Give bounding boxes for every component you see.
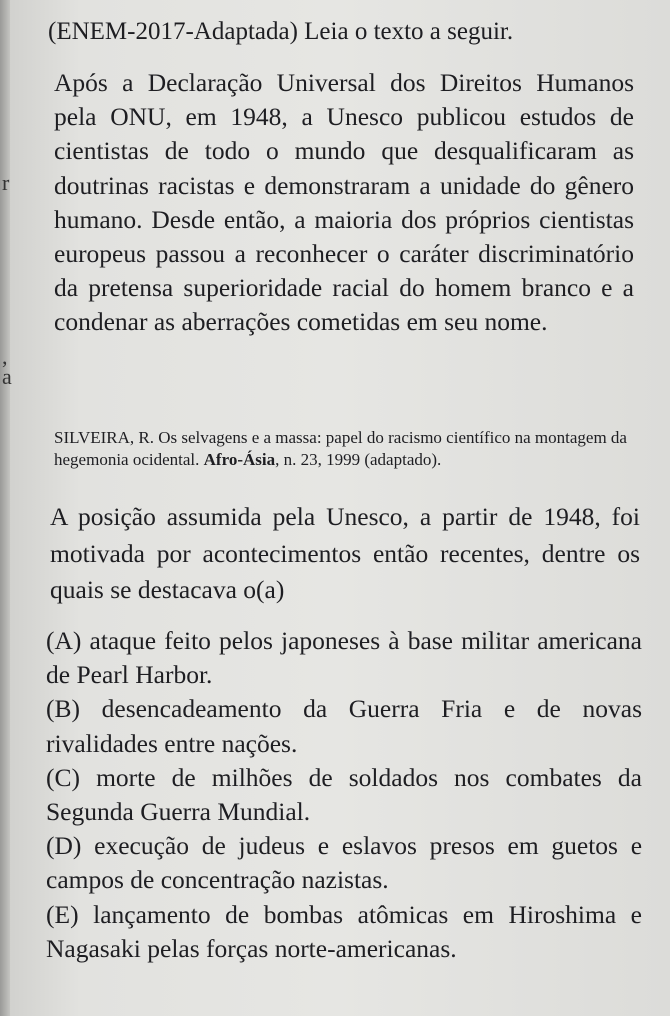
answer-options	[46, 624, 642, 966]
margin-mark-2: ,	[2, 344, 8, 369]
option-c-text: morte de milhões de soldados nos combates da Segunda Guerra Mundial.	[46, 762, 642, 827]
citation-journal: Afro-Ásia	[203, 450, 276, 469]
question-stem: A posição assumida pela Unesco, a partir de 1948, foi motivada por acontecimentos então recentes, dentre os quais se destacava o(a)	[50, 502, 640, 604]
option-b-letter: (B)	[46, 694, 80, 724]
question-title: (ENEM-2017-Adaptada) Leia o texto a seguir.	[48, 18, 514, 45]
option-b[interactable]	[46, 692, 642, 760]
passage-text: Após a Declaração Universal dos Direitos Humanos pela ONU, em 1948, a Unesco publicou estudos de cientistas de todo o mundo que desqualificaram as doutrinas racistas e demonstraram a unidade do gênero humano. Desde então, a maioria dos próprios cientistas europeus passou a reconhecer o caráter discriminatório da pretensa superioridade racial do homem branco e a condenar as aberrações cometidas em seu nome.	[54, 68, 634, 337]
option-d[interactable]	[46, 829, 642, 897]
option-a-letter: (A)	[46, 626, 82, 655]
option-e-letter: (E)	[46, 899, 79, 929]
page-edge-shadow	[0, 0, 10, 1016]
option-a-text: ataque feito pelos japoneses à base militar americana de Pearl Harbor.	[46, 626, 642, 690]
option-a[interactable]	[46, 624, 642, 692]
option-b-text: desencadeamento da Guerra Fria e de novas rivalidades entre nações.	[46, 694, 642, 758]
option-d-text: execução de judeus e eslavos presos em guetos e campos de concentração nazistas.	[46, 831, 643, 895]
option-d-letter: (D)	[46, 831, 82, 861]
margin-mark-1: r	[2, 170, 10, 195]
margin-mark-3: a	[2, 364, 12, 389]
citation	[54, 427, 644, 471]
option-c[interactable]	[46, 761, 642, 829]
option-e-text: lançamento de bombas atômicas em Hiroshima e Nagasaki pelas forças norte-americanas.	[46, 899, 643, 963]
option-e[interactable]	[46, 898, 642, 966]
citation-details: , n. 23, 1999 (adaptado).	[275, 450, 442, 469]
citation-author-title: SILVEIRA, R. Os selvagens e a massa: papel do racismo científico na montagem da hegemonia ocidental.	[54, 428, 627, 469]
option-c-letter: (C)	[46, 762, 80, 792]
